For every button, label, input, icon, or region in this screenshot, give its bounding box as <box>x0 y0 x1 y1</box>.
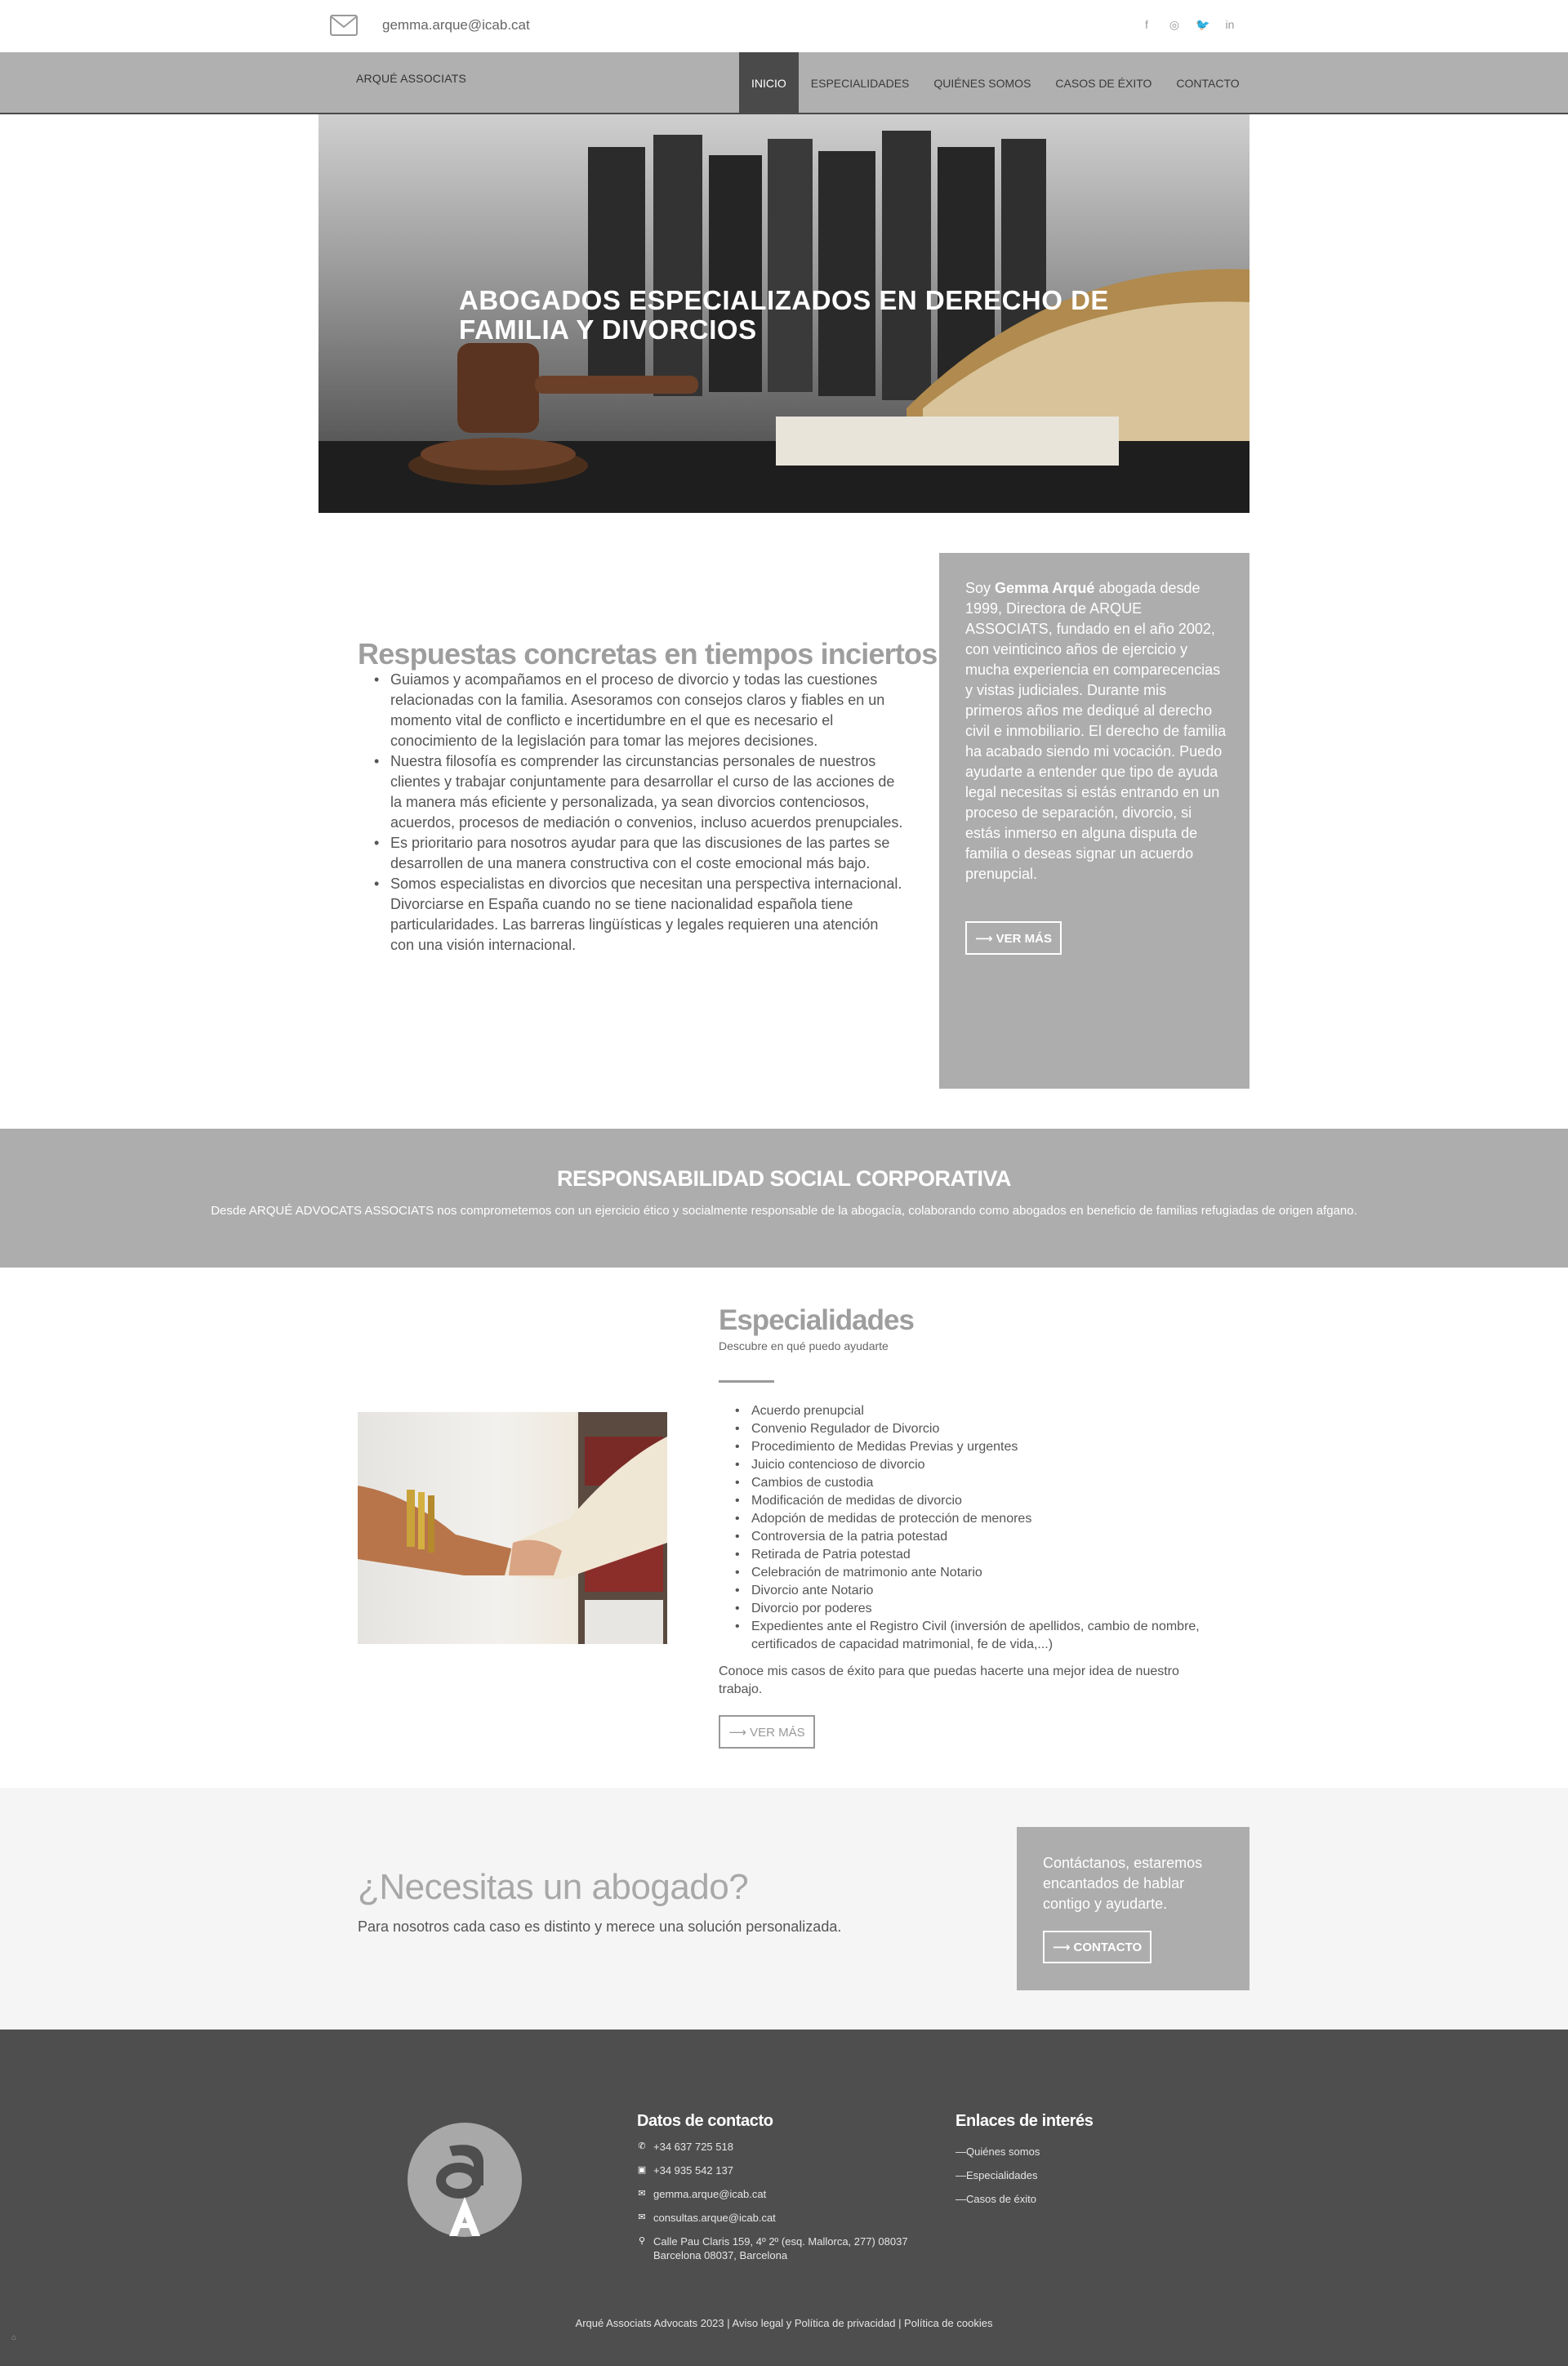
contacto-button[interactable]: ⟶ CONTACTO <box>1043 1931 1152 1963</box>
twitter-icon[interactable]: 🐦 <box>1196 18 1210 31</box>
envelope-icon: ✉ <box>638 2212 646 2222</box>
facebook-icon[interactable]: f <box>1145 18 1148 31</box>
brand-logo-text[interactable]: ARQUÉ ASSOCIATS <box>356 72 466 85</box>
social-links <box>1140 18 1236 31</box>
list-item: • Celebración de matrimonio ante Notario <box>735 1564 1241 1582</box>
list-item: • Acuerdo prenupcial <box>735 1402 1241 1420</box>
list-item: • Juicio contencioso de divorcio <box>735 1456 1241 1474</box>
intro-title: Respuestas concretas en tiempos inciertos <box>358 637 938 671</box>
list-item: • Procedimiento de Medidas Previas y urgentes <box>735 1438 1241 1456</box>
especialidades-title: Especialidades <box>719 1304 914 1336</box>
cta-box-text: Contáctanos, estaremos encantados de hablar contigo y ayudarte. <box>1043 1855 1203 1912</box>
rsc-title: RESPONSABILIDAD SOCIAL CORPORATIVA <box>556 1166 1012 1191</box>
list-item: • Expedientes ante el Registro Civil (inversión de apellidos, cambio de nombre, certificados de capacidad matrimonial, fe de vida,...) <box>735 1618 1241 1654</box>
contact-row-email[interactable] <box>637 2187 915 2201</box>
ver-mas-button[interactable]: ⟶ VER MÁS <box>965 921 1062 955</box>
nav-item-quienes-somos[interactable]: QUIÉNES SOMOS <box>933 77 1031 90</box>
list-item: • Retirada de Patria potestad <box>735 1546 1241 1564</box>
footer-logo[interactable] <box>407 2122 523 2238</box>
contact-row-phone[interactable] <box>637 2140 915 2154</box>
footer-contact-list <box>637 2140 915 2272</box>
top-bar <box>0 0 1568 52</box>
hero-title: ABOGADOS ESPECIALIZADOS EN DERECHO DE FAMILIA Y DIVORCIOS <box>459 285 1109 345</box>
contact-fax[interactable]: +34 935 542 137 <box>653 2164 733 2177</box>
contact-row-address <box>637 2235 915 2262</box>
contact-phone[interactable]: +34 637 725 518 <box>653 2141 733 2153</box>
envelope-icon[interactable] <box>330 15 358 36</box>
footer-contact-title: Datos de contacto <box>637 2112 773 2130</box>
nav-item-inicio[interactable]: INICIO <box>739 52 799 114</box>
list-item: • Nuestra filosofía es comprender las circunstancias personales de nuestros clientes y trabajar conjuntamente para desarrollar el curso de las acciones de la manera más eficiente y personalizada, ya sean divorcios contenciosos, acuerdos, procesos de mediación o convenios, incluso acuerdos prenupciales. <box>369 751 904 833</box>
list-item: • Convenio Regulador de Divorcio <box>735 1420 1241 1438</box>
bio-text <box>965 578 1227 884</box>
list-item: • Somos especialistas en divorcios que necesitan una perspectiva internacional. Divorciarse en España cuando no se tiene nacionalidad española tiene particularidades. Las barreras lingüísticas y legales requieren una atención con una visión internacional. <box>369 874 904 956</box>
divider <box>719 1380 774 1383</box>
especialidades-note: Conoce mis casos de éxito para que puedas hacerte una mejor idea de nuestro trabajo. <box>719 1664 1179 1696</box>
cta-section <box>0 1788 1568 2030</box>
nav-item-especialidades[interactable]: ESPECIALIDADES <box>810 77 910 90</box>
list-item: • Controversia de la patria potestad <box>735 1528 1241 1546</box>
bio-body: abogada desde 1999, Directora de ARQUE ASSOCIATS, fundado en el año 2002, con veinticinco años de ejercicio y mucha experiencia en comparecencias y vistas judiciales. Durante mis primeros años me dediqué al derecho civil e inmobiliario. El derecho de familia ha acabado siendo mi vocación. Puedo ayudarte a entender que tipo de ayuda legal necesitas si estás entrando en un proceso de separación, divorcio, si estás inmerso en alguna disputa de familia o deseas signar un acuerdo prenupcial. <box>965 580 1227 882</box>
intro-list <box>369 670 904 956</box>
footer-links <box>956 2140 1040 2211</box>
contact-address: Calle Pau Claris 159, 4º 2º (esq. Mallorca, 277) 08037 Barcelona 08037, Barcelona <box>653 2235 908 2261</box>
footer-link-quienes-somos[interactable]: —Quiénes somos <box>956 2145 1040 2158</box>
home-icon[interactable]: ⌂ <box>11 2333 17 2342</box>
ver-mas-casos-button[interactable]: ⟶ VER MÁS <box>719 1715 815 1749</box>
list-item: • Es prioritario para nosotros ayudar para que las discusiones de las partes se desarrollen de una manera constructiva con el coste emocional más bajo. <box>369 833 904 874</box>
contact-email-consultas[interactable]: consultas.arque@icab.cat <box>653 2212 776 2224</box>
fax-icon: ▣ <box>637 2165 647 2175</box>
footer-copyright[interactable]: Arqué Associats Advocats 2023 | Aviso legal y Política de privacidad | Política de cookies <box>575 2317 993 2329</box>
list-item: • Modificación de medidas de divorcio <box>735 1492 1241 1510</box>
footer-link-especialidades[interactable]: —Especialidades <box>956 2169 1038 2181</box>
especialidades-subtitle: Descubre en qué puedo ayudarte <box>719 1339 889 1352</box>
list-item: • Guiamos y acompañamos en el proceso de divorcio y todas las cuestiones relacionadas con la familia. Asesoramos con consejos claros y fiables en un momento vital de conflicto e incertidumbre en el que es necesario el conocimiento de la legislación para tomar las mejores decisiones. <box>369 670 904 751</box>
nav-item-contacto[interactable]: CONTACTO <box>1176 77 1240 90</box>
nav-menu <box>739 52 1252 114</box>
list-item: • Cambios de custodia <box>735 1474 1241 1492</box>
list-item: • Divorcio ante Notario <box>735 1582 1241 1600</box>
rsc-text: Desde ARQUÉ ADVOCATS ASSOCIATS nos comprometemos con un ejercicio ético y socialmente responsable de la abogacía, colaborando como abogados en beneficio de familias refugiadas de origen afgano. <box>211 1204 1357 1218</box>
bio-name: Gemma Arqué <box>995 580 1095 596</box>
handshake-image <box>358 1412 667 1644</box>
contact-email[interactable]: gemma.arque@icab.cat <box>653 2188 767 2200</box>
instagram-icon[interactable]: ◎ <box>1169 18 1180 31</box>
bio-prefix: Soy <box>965 580 996 596</box>
cta-subtitle: Para nosotros cada caso es distinto y merece una solución personalizada. <box>358 1918 842 1935</box>
top-email-link[interactable]: gemma.arque@icab.cat <box>382 17 530 33</box>
list-item: • Divorcio por poderes <box>735 1600 1241 1618</box>
phone-icon: ✆ <box>638 2141 646 2151</box>
footer-links-title: Enlaces de interés <box>956 2112 1094 2130</box>
list-item: • Adopción de medidas de protección de menores <box>735 1510 1241 1528</box>
cta-title: ¿Necesitas un abogado? <box>358 1867 749 1907</box>
nav-item-casos-de-exito[interactable]: CASOS DE ÉXITO <box>1055 77 1152 90</box>
handshake-illustration <box>358 1412 667 1644</box>
especialidades-list <box>735 1402 1241 1654</box>
envelope-icon: ✉ <box>638 2189 646 2199</box>
location-icon: ⚲ <box>638 2236 646 2246</box>
contact-row-fax[interactable] <box>637 2163 915 2177</box>
linkedin-icon[interactable]: in <box>1225 18 1235 31</box>
footer-link-casos-de-exito[interactable]: —Casos de éxito <box>956 2193 1036 2205</box>
contact-row-email-consultas[interactable] <box>637 2211 915 2225</box>
rsc-band <box>0 1129 1568 1268</box>
